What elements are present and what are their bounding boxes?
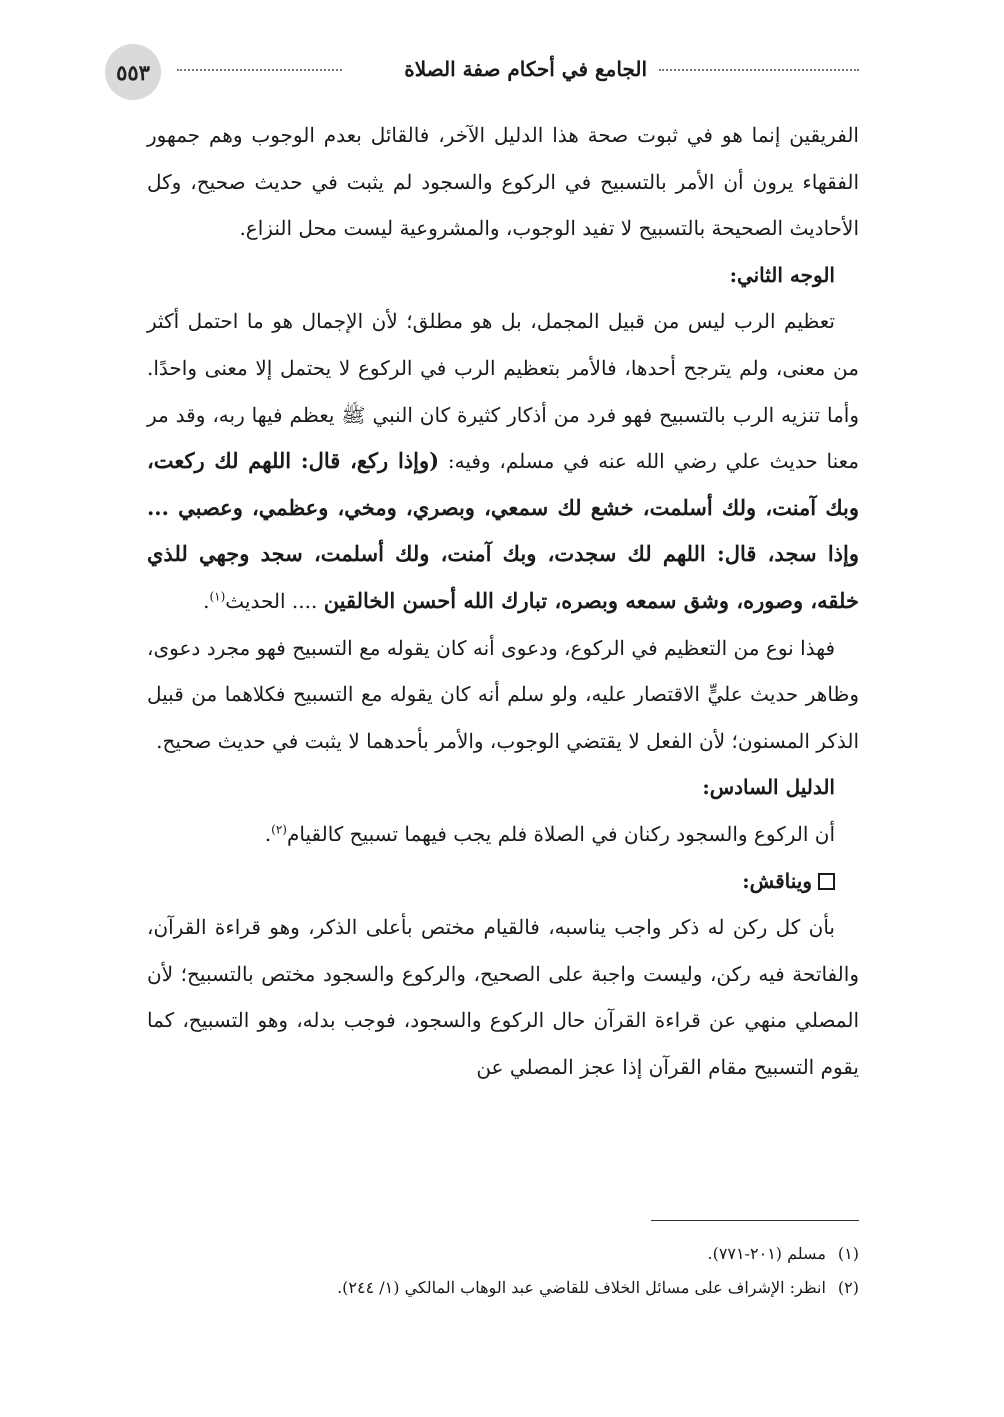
footnote-1 <box>147 1237 859 1271</box>
paragraph-2-tail: .... الحديث <box>225 588 324 613</box>
heading-discussion <box>147 858 859 905</box>
footnote-ref-2[interactable]: (٢) <box>271 822 287 837</box>
paragraph-2: تعظيم الرب ليس من قبيل المجمل، بل هو مطلق؛ لأن الإجمال هو ما احتمل أكثر من معنى، ولم يترجح أحدها، فالأمر بتعظيم الرب في الركوع لا يحتمل إلا معنى واحدًا. وأما تنزيه الرب بالتسبيح فهو فرد من أذكار كثيرة كان النبي ﷺ يعظم فيها ربه، وقد مر معنا حديث علي رضي الله عنه في مسلم، وفيه: (وإذا ركع، قال: اللهم لك ركعت، وبك آمنت، ولك أسلمت، خشع لك سمعي، وبصري، ومخي، وعظمي، وعصبي ... وإذا سجد، قال: اللهم لك سجدت، وبك آمنت، ولك أسلمت، سجد وجهي للذي خلقه، وصوره، وشق سمعه وبصره، تبارك الله أحسن الخالقين .... الحديث$^{(١)}$. <box>147 309 859 613</box>
paragraph-3: فهذا نوع من التعظيم في الركوع، ودعوى أنه كان يقوله مع التسبيح فهو مجرد دعوى، وظاهر حديث عليٍّ الاقتصار عليه، ولو سلم أنه كان يقوله مع التسبيح فكلاهما من قبيل الذكر المسنون؛ لأن الفعل لا يقتضي الوجوب، والأمر بأحدهما لا يثبت في حديث صحيح. <box>147 635 859 753</box>
running-title: الجامع في أحكام صفة الصلاة <box>404 57 647 81</box>
footnote-2-number: (٢) <box>837 1278 859 1297</box>
paragraph-4-text: أن الركوع والسجود ركنان في الصلاة فلم يجب فيهما تسبيح كالقيام <box>286 821 835 846</box>
footnote-2-text: انظر: الإشراف على مسائل الخلاف للقاضي عبد الوهاب المالكي (١/ ٢٤٤). <box>337 1278 826 1297</box>
paragraph-1: الفريقين إنما هو في ثبوت صحة هذا الدليل الآخر، فالقائل بعدم الوجوب وهم جمهور الفقهاء يرون أن الأمر بالتسبيح في الركوع والسجود لم يثبت في حديث صحيح، وكل الأحاديث الصحيحة بالتسبيح لا تفيد الوجوب، والمشروعية ليست محل النزاع. <box>147 123 860 241</box>
footnote-ref-1[interactable]: (١) <box>209 589 226 604</box>
footnotes <box>147 1237 859 1305</box>
header-leader-right <box>659 69 859 71</box>
heading-sixth-evidence: الدليل السادس: <box>702 775 835 800</box>
footnote-1-text: مسلم (٢٠١-٧٧١). <box>707 1244 826 1263</box>
paragraph-5: بأن كل ركن له ذكر واجب يناسبه، فالقيام مختص بأعلى الذكر، وهو قراءة القرآن، والفاتحة فيه ركن، وليست واجبة على الصحيح، والركوع والسجود مختص بالتسبيح؛ لأن المصلي منهي عن قراءة القرآن حال الركوع والسجود، فوجب بدله، وهو التسبيح، كما يقوم التسبيح مقام القرآن إذا عجز المصلي عن <box>147 915 859 1079</box>
page-header <box>105 44 859 100</box>
hadith-quote: (وإذا ركع، قال: اللهم لك ركعت، وبك آمنت، ولك أسلمت، خشع لك سمعي، وبصري، ومخي، وعظمي، وعصبي ... وإذا سجد، قال: اللهم لك سجدت، وبك آمنت، ولك أسلمت، سجد وجهي للذي خلقه، وصوره، وشق سمعه وبصره، تبارك الله أحسن الخالقين <box>147 448 859 613</box>
checkbox-square-icon <box>818 873 835 890</box>
footnote-divider <box>651 1220 859 1221</box>
heading-discussion-label: ويناقش: <box>742 868 812 893</box>
paragraph-4: أن الركوع والسجود ركنان في الصلاة فلم يجب فيهما تسبيح كالقيام$^{(٢)}$. <box>264 821 835 846</box>
paragraph-2-text: تعظيم الرب ليس من قبيل المجمل، بل هو مطلق؛ لأن الإجمال هو ما احتمل أكثر من معنى، ولم يترجح أحدها، فالأمر بتعظيم الرب في الركوع لا يحتمل إلا معنى واحدًا. وأما تنزيه الرب بالتسبيح فهو فرد من أذكار كثيرة كان النبي ﷺ يعظم فيها ربه، وقد مر معنا حديث علي رضي الله عنه في مسلم، وفيه: <box>147 309 859 474</box>
header-leader-left <box>177 69 342 71</box>
main-text <box>147 112 859 1090</box>
heading-second-aspect: الوجه الثاني: <box>729 262 835 287</box>
page-number-badge: ٥٥٣ <box>105 44 161 100</box>
footnote-2 <box>147 1271 859 1305</box>
footnote-1-number: (١) <box>837 1244 859 1263</box>
